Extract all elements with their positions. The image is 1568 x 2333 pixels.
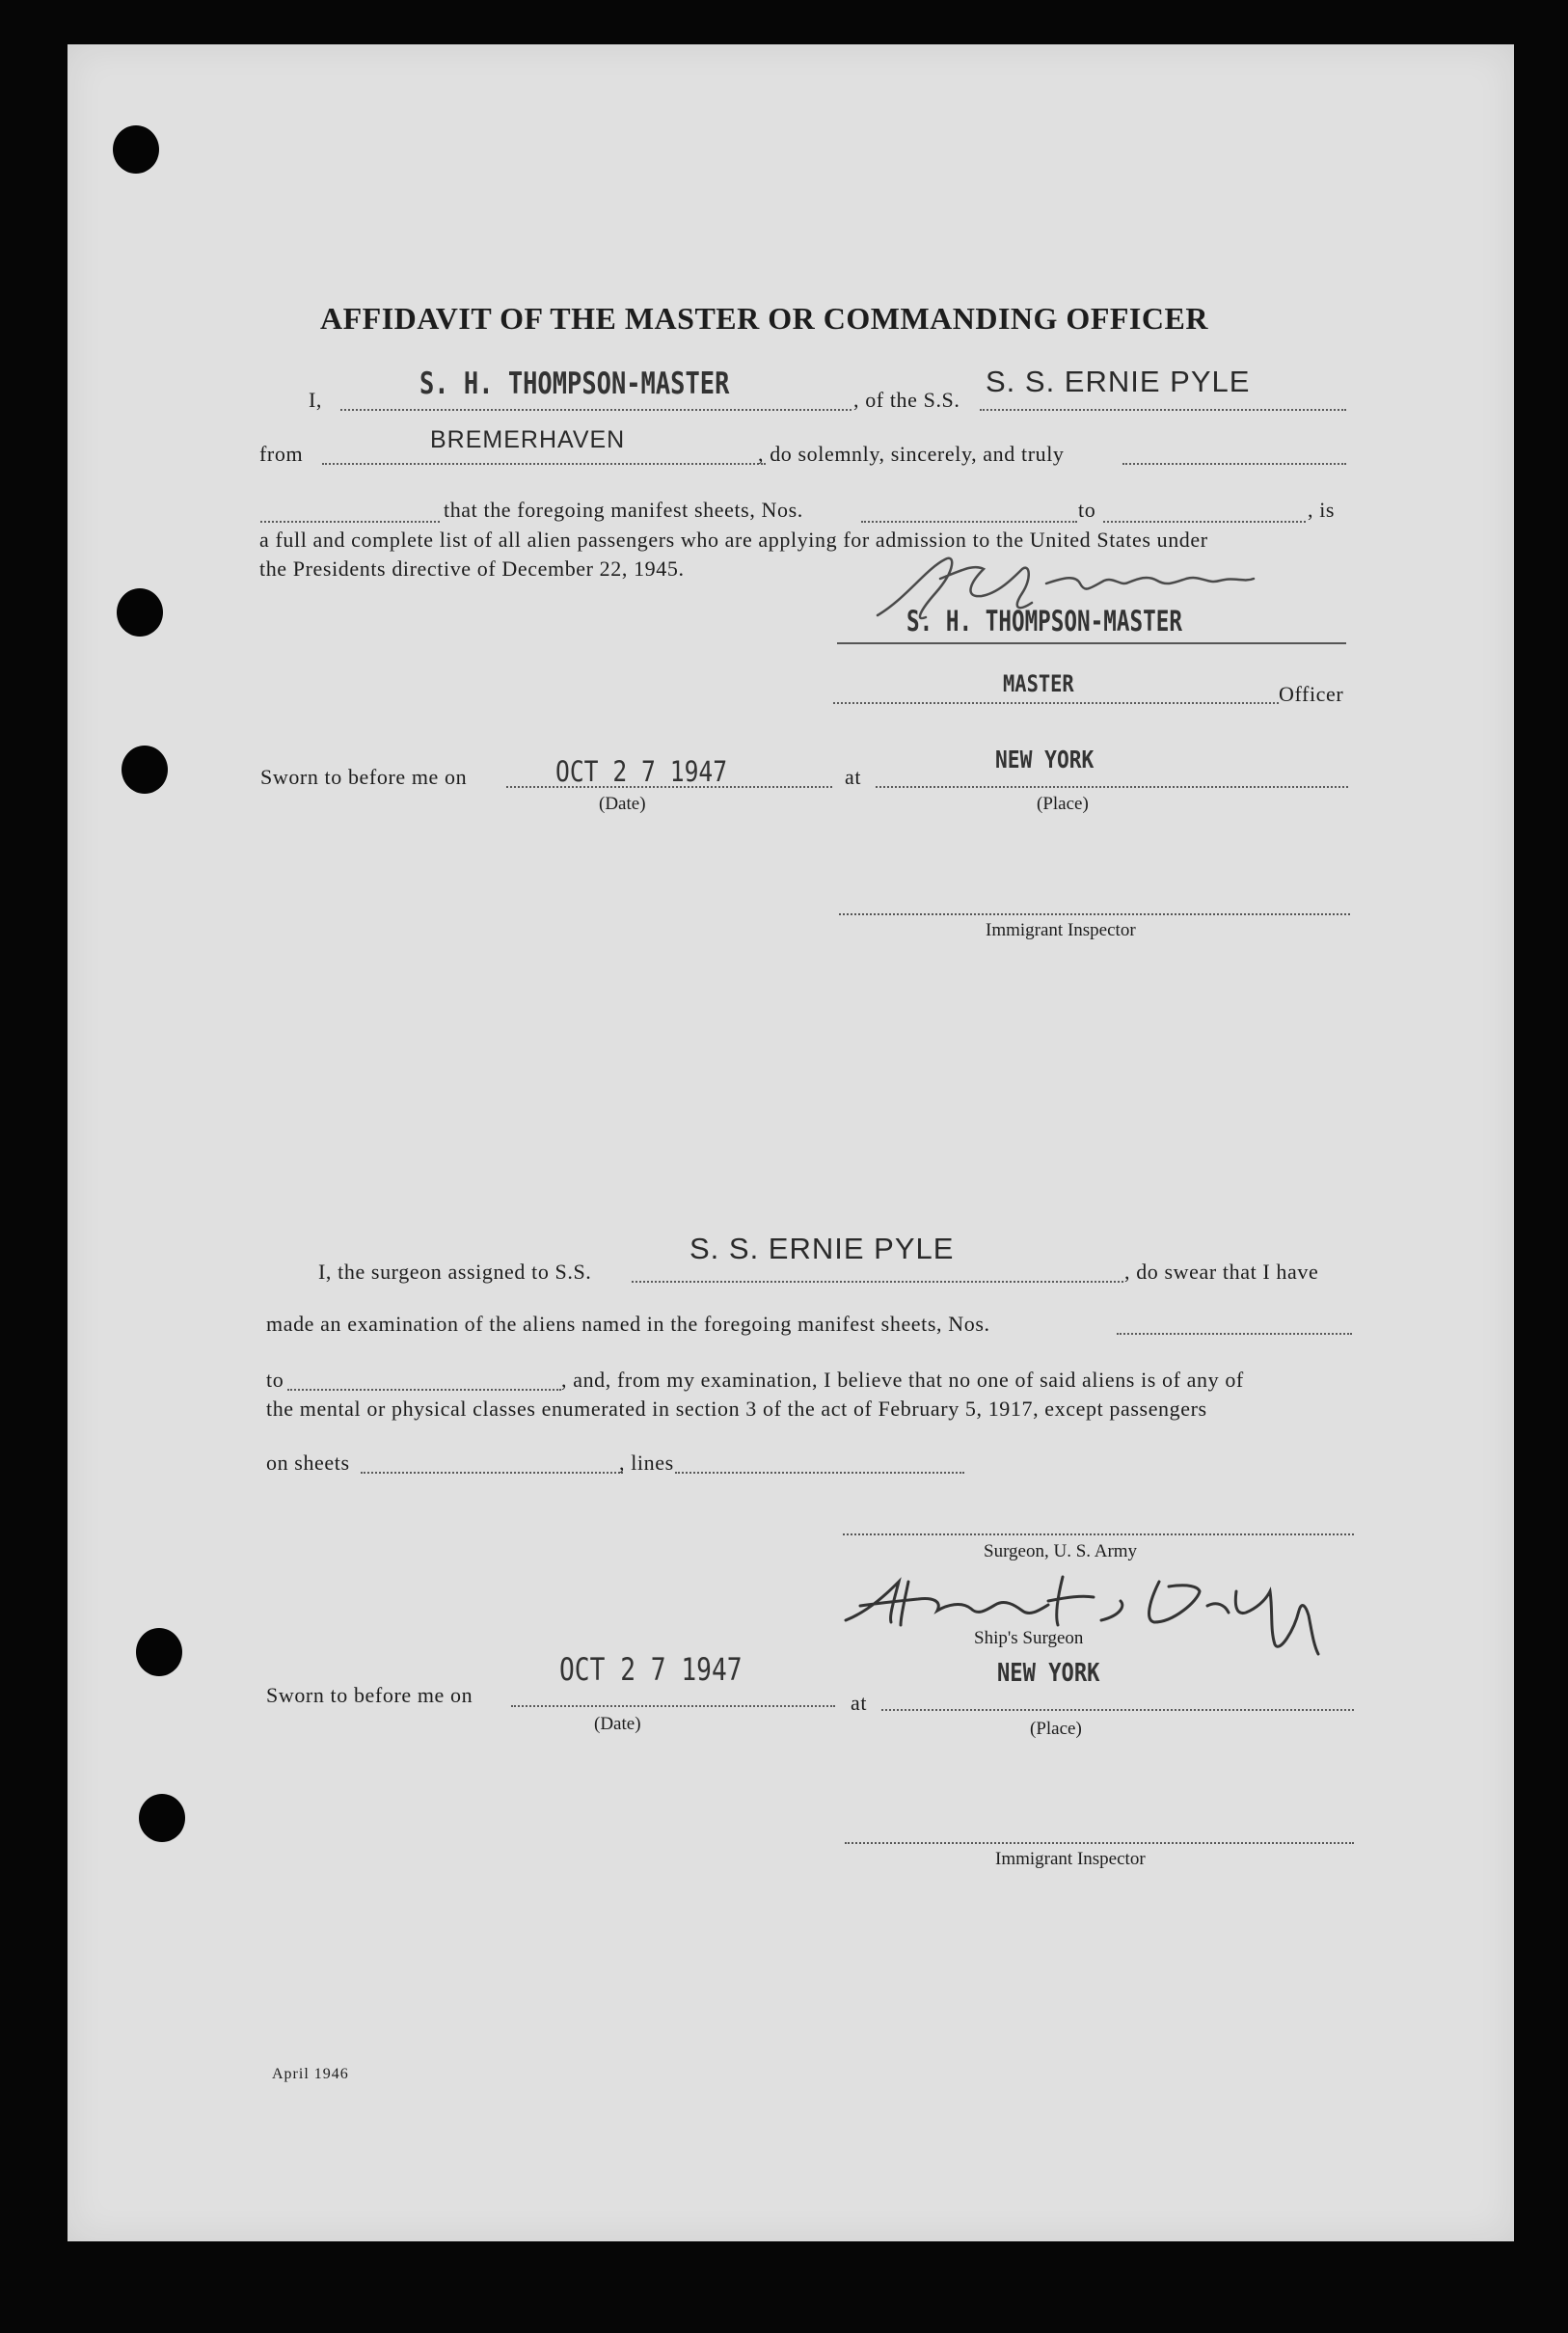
ships-surgeon-caption: Ship's Surgeon [974, 1628, 1084, 1648]
surgeon-sworn-label: Sworn to before me on [266, 1683, 473, 1707]
inspector-caption: Immigrant Inspector [986, 920, 1136, 940]
at-label: at [845, 765, 862, 789]
master-name-line [340, 409, 852, 411]
surgeon-date-caption: (Date) [594, 1714, 641, 1734]
surgeon-ship-line [632, 1281, 1123, 1283]
manifest-sheets-text: that the foregoing manifest sheets, Nos. [444, 498, 803, 522]
affidavit-text-line: a full and complete list of all alien passengers who are applying for admission to the United States under [259, 528, 1208, 552]
place-caption: (Place) [1037, 794, 1089, 814]
officer-rank-line [833, 702, 1279, 704]
sworn-date: OCT 2 7 1947 [555, 755, 728, 788]
officer-label: Officer [1279, 682, 1344, 706]
master-signature-stamp: S. H. THOMPSON-MASTER [906, 605, 1182, 638]
ship-name: S. S. ERNIE PYLE [986, 365, 1251, 398]
surgeon-to-label: to [266, 1368, 284, 1392]
oath-continued-line [260, 521, 440, 523]
signature-line [837, 642, 1346, 644]
surgeon-place-line [881, 1709, 1354, 1711]
surgeon-oath-text: made an examination of the aliens named in the foregoing manifest sheets, Nos. [266, 1312, 990, 1336]
punch-hole [113, 125, 159, 174]
punch-hole [136, 1628, 182, 1676]
surgeon-oath-text: , do swear that I have [1124, 1260, 1319, 1284]
lines-line [675, 1472, 964, 1474]
on-sheets-label: on sheets [266, 1451, 350, 1475]
master-name-stamp: S. H. THOMPSON-MASTER [419, 366, 730, 401]
affidavit-text-line: the Presidents directive of December 22, 1945. [259, 556, 685, 581]
inspector-signature-line [839, 913, 1350, 915]
surgeon-sworn-date-line [511, 1705, 835, 1707]
surgeon-sheet-to-line [287, 1389, 561, 1391]
lines-label: , lines [619, 1451, 674, 1475]
surgeon-oath-text: I, the surgeon assigned to S.S. [318, 1260, 592, 1284]
surgeon-place-caption: (Place) [1030, 1719, 1082, 1739]
is-label: , is [1308, 498, 1336, 522]
punch-hole [117, 588, 163, 637]
surgeon-place-name: NEW YORK [997, 1659, 1100, 1688]
date-caption: (Date) [599, 794, 646, 814]
affidavit-sheet [68, 44, 1514, 2241]
surgeon-at-label: at [851, 1691, 868, 1715]
surgeon-oath-text: the mental or physical classes enumerated in section 3 of the act of February 5, 1917, except passengers [266, 1397, 1207, 1421]
surgeon-ship-name: S. S. ERNIE PYLE [689, 1232, 955, 1265]
surgeon-oath-text: , and, from my examination, I believe that no one of said aliens is of any of [561, 1368, 1244, 1392]
oath-line [1122, 463, 1346, 465]
surgeon-inspector-line [845, 1842, 1354, 1844]
surgeon-sworn-date: OCT 2 7 1947 [559, 1651, 743, 1688]
from-label: from [259, 442, 304, 466]
surgeon-sheet-from-line [1117, 1333, 1352, 1335]
to-label: to [1078, 498, 1096, 522]
surgeon-signature [841, 1562, 1362, 1673]
sheet-to-line [1103, 521, 1306, 523]
sworn-label: Sworn to before me on [260, 765, 468, 789]
ship-name-line [980, 409, 1346, 411]
form-date: April 1946 [272, 2066, 349, 2082]
sheets-line [361, 1472, 623, 1474]
port-line [322, 463, 766, 465]
place-name: NEW YORK [995, 746, 1095, 773]
place-line [876, 786, 1348, 788]
port-name: BREMERHAVEN [430, 426, 626, 453]
officer-rank: MASTER [1003, 670, 1074, 697]
of-ship-label: , of the S.S. [853, 388, 960, 412]
surgeon-inspector-caption: Immigrant Inspector [995, 1849, 1146, 1869]
army-surgeon-line [843, 1533, 1354, 1535]
army-surgeon-caption: Surgeon, U. S. Army [984, 1541, 1138, 1561]
sheet-from-line [861, 521, 1077, 523]
solemnly-text: , do solemnly, sincerely, and truly [758, 442, 1065, 466]
punch-hole [122, 746, 168, 794]
pronoun-i: I, [309, 388, 323, 412]
page-title: AFFIDAVIT OF THE MASTER OR COMMANDING OFFICER [320, 301, 1208, 336]
punch-hole [139, 1794, 185, 1842]
